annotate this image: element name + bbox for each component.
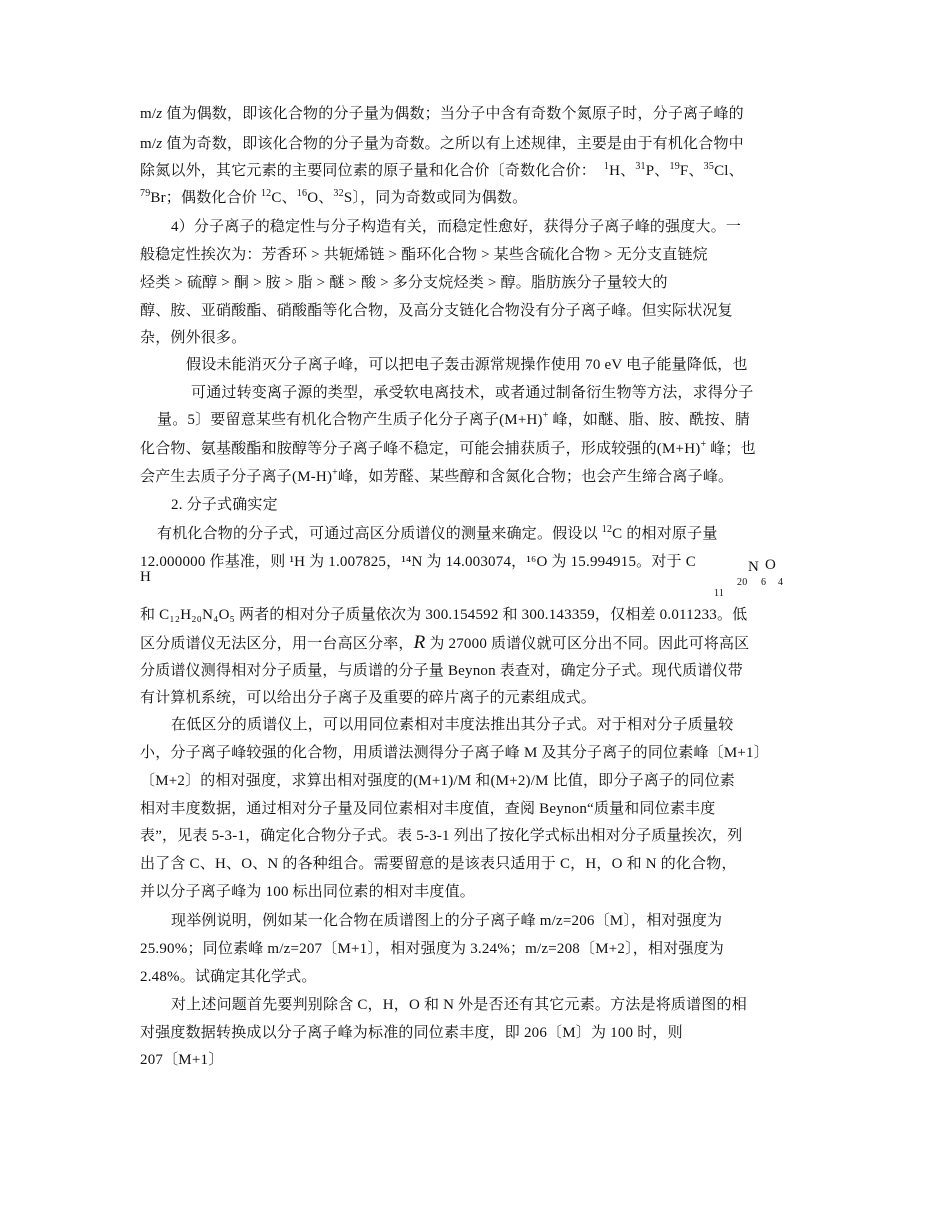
text-line: 207〔M+1〕 <box>140 1052 224 1068</box>
text-line: 烃类 > 硫醇 > 酮 > 胺 > 脂 > 醚 > 酸 > 多分支烷烃类 > 醇。脂肪族分子量较大的 <box>140 275 668 291</box>
text-line: m/z 值为偶数，即该化合物的分子量为偶数；当分子中含有奇数个氮原子时，分子离子峰的 <box>140 106 744 122</box>
text-line: 出了含 C、H、O、N 的各种组合。需要留意的是该表只适用于 C，H，O 和 N 的化合物， <box>140 856 737 872</box>
text-line: 现举例说明，例如某一化合物在质谱图上的分子离子峰 m/z=206〔M〕，相对强度为 <box>171 913 723 929</box>
text-line: 般稳定性挨次为：芳香环 > 共轭烯链 > 酯环化合物 > 某些含硫化合物 > 无分支直链烷 <box>140 247 708 263</box>
text-line: 小，分子离子峰较强的化合物，用质谱法测得分子离子峰 M 及其分子离子的同位素峰〔M+1〕 <box>140 745 769 761</box>
text-line: 区分质谱仪无法区分，用一台高区分率，R 为 27000 质谱仪就可区分出不同。因此可将高区 <box>140 632 750 653</box>
text-line: 假设未能消灭分子离子峰，可以把电子轰击源常规操作使用 70 eV 电子能量降低，也 <box>186 357 748 373</box>
text-line: 表”，见表 5-3-1，确定化合物分子式。表 5-3-1 列出了按化学式标出相对分子质量挨次，列 <box>140 828 743 844</box>
text-line: 量。5〕要留意某些有机化合物产生质子化分子离子(M+H)+ 峰，如醚、脂、胺、酰按、腈 <box>157 410 751 428</box>
text-line: 醇、胺、亚硝酸酯、硝酸酯等化合物，及高分支链化合物没有分子离子峰。但实际状况复 <box>140 303 733 319</box>
text-line: 2.48%。试确定其化学式。 <box>140 969 317 985</box>
text-line: 对强度数据转换成以分子离子峰为标准的同位素丰度，即 206〔M〕为 100 时，则 <box>140 1025 683 1041</box>
text-line: 化合物、氨基酸酯和胺醇等分子离子峰不稳定，可能会捕获质子，形成较强的(M+H)+ 峰；也 <box>140 439 756 457</box>
text-line: 4）分子离子的稳定性与分子构造有关，而稳定性愈好，获得分子离子峰的强度大。一 <box>171 219 742 235</box>
formula-fragment: O <box>765 557 777 573</box>
text-line: 杂，例外很多。 <box>140 330 247 346</box>
formula-subscript: 20 <box>737 577 748 588</box>
text-line: 和 C₁₂H₂₀N₄O₅ 两者的相对分子质量依次为 300.154592 和 300.143359，仅相差 0.011233。低 <box>140 607 748 623</box>
text-line: H <box>140 569 152 585</box>
text-line: 25.90%；同位素峰 m/z=207〔M+1〕，相对强度为 3.24%；m/z=208〔M+2〕，相对强度为 <box>140 941 724 957</box>
formula-subscript: 4 <box>778 577 784 588</box>
text-line: 在低区分的质谱仪上，可以用同位素相对丰度法推出其分子式。对于相对分子质量较 <box>171 717 734 733</box>
text-line: 〔M+2〕的相对强度，求算出相对强度的(M+1)/M 和(M+2)/M 比值，即分子离子的同位素 <box>140 773 735 789</box>
text-line: 有机化合物的分子式，可通过高区分质谱仪的测量来确定。假设以 $^{12}$C 的相对原子量 <box>157 524 718 542</box>
text-line: 可通过转变离子源的类型，承受软电离技术，或者通过制备衍生物等方法，求得分子 <box>191 385 754 401</box>
text-line: 12.000000 作基准，则 ¹H 为 1.007825，¹⁴N 为 14.003074，¹⁶O 为 15.994915。对于 C <box>140 554 696 570</box>
text-line: 分质谱仪测得相对分子质量，与质谱的分子量 Beynon 表查对，确定分子式。现代质谱仪带 <box>140 663 743 679</box>
formula-subscript: 11 <box>714 588 725 599</box>
text-line: 对上述问题首先要判别除含 C，H，O 和 N 外是否还有其它元素。方法是将质谱图的相 <box>171 997 747 1013</box>
section-heading: 2. 分子式确实定 <box>171 497 278 513</box>
text-line: 有计算机系统，可以给出分子离子及重要的碎片离子的元素组成式。 <box>140 690 597 706</box>
text-line: 除氮以外，其它元素的主要同位素的原子量和化合价〔奇数化合价： $^1$H、$^{31}$P、$^{19}$F、$^{35}$Cl、 <box>140 161 744 179</box>
text-line: 并以分子离子峰为 100 标出同位素的相对丰度值。 <box>140 884 476 900</box>
formula-fragment: N <box>748 559 760 575</box>
text-line: m/z 值为奇数，即该化合物的分子量为奇数。之所以有上述规律，主要是由于有机化合物中 <box>140 136 744 152</box>
formula-subscript: 6 <box>761 577 767 588</box>
text-line: 相对丰度数据，通过相对分子量及同位素相对丰度值，查阅 Beynon“质量和同位素丰度 <box>140 801 716 817</box>
text-line: 会产生去质子分子离子(M-H)+峰，如芳醛、某些醇和含氮化合物；也会产生缔合离子峰。 <box>140 467 734 485</box>
text-line: $^{79}$Br；偶数化合价 $^{12}$C、$^{16}$O、$^{32}$S〕，同为奇数或同为偶数。 <box>140 188 528 206</box>
